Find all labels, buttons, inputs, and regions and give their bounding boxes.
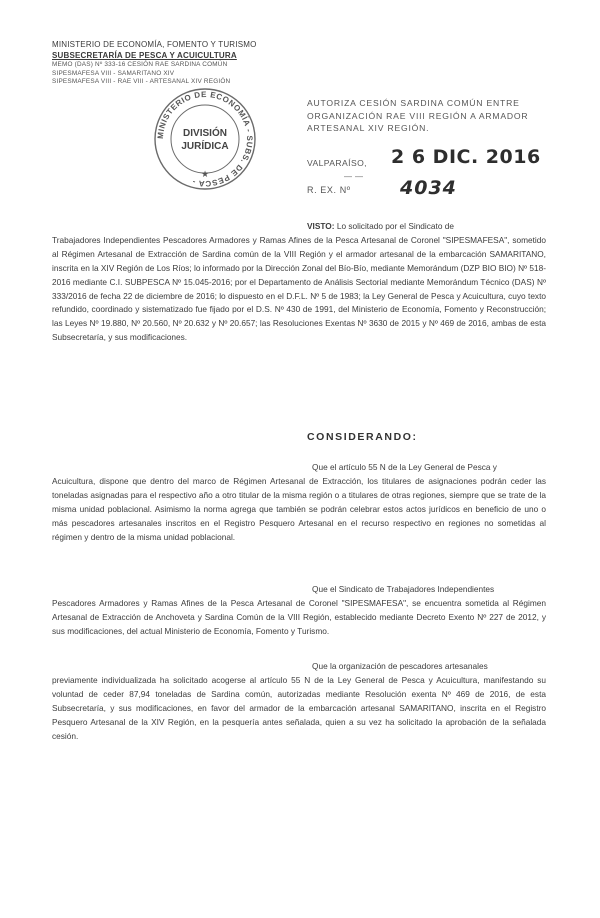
- letterhead: [52, 40, 292, 87]
- place-name: VALPARAÍSO,: [307, 158, 367, 168]
- reference-line-3: SIPESMAFESA VIII - RAE VIII - ARTESANAL XIV REGIÓN: [52, 78, 231, 86]
- resolution-number-label: R. EX. Nº: [307, 185, 351, 195]
- resolution-subject: AUTORIZA CESIÓN SARDINA COMÚN ENTRE ORGANIZACIÓN RAE VIII REGIÓN A ARMADOR ARTESANAL XIV REGIÓN.: [307, 98, 529, 133]
- visto-first-line: Lo solicitado por el Sindicato de: [336, 221, 454, 231]
- paragraph-3-body: previamente individualizada ha solicitado acogerse al artículo 55 N de la Ley General de Pesca y Acuicultura, manifestando su voluntad de ceder 87,94 toneladas de Sardina común, autorizadas mediante Resolución exenta Nº 469 de 2016, de esta Subsecretaría, y sus modificaciones, en favor del armador de la embarcación artesanal SAMARITANO, inscrita en el Registro Pesquero Artesanal de la XIV Región, en la pesquería antes señalada, quien a su vez ha solicitado la aprobación de la señalada cesión.: [52, 674, 546, 741]
- paragraph-2-first-line: Que el Sindicato de Trabajadores Independientes: [312, 584, 495, 594]
- considerando-paragraph-2: [52, 583, 546, 639]
- reference-line-1: MEMO (DAS) Nº 333-16 CESIÓN RAE SARDINA COMÚN: [52, 61, 228, 69]
- reference-line-2: SIPESMAFESA VIII - SAMARITANO XIV: [52, 69, 175, 77]
- place-dash: — —: [344, 172, 364, 181]
- ministry-name: MINISTERIO DE ECONOMÍA, FOMENTO Y TURISMO: [52, 40, 257, 49]
- visto-section: [52, 220, 546, 345]
- considerando-heading: CONSIDERANDO:: [307, 431, 418, 443]
- division-juridica-stamp: [150, 84, 260, 194]
- visto-label: VISTO:: [307, 221, 335, 231]
- undersecretariat-name: SUBSECRETARÍA DE PESCA Y ACUICULTURA: [52, 50, 237, 60]
- paragraph-2-body: Pescadores Armadores y Ramas Afines de la Pesca Artesanal de Coronel "SIPESMAFESA", se encuentra sometida al Régimen Artesanal de Extracción de Anchoveta y Sardina Común de la VIII Región, establecido mediante Decreto Exento Nº 227 de 2012, y sus modificaciones, del actual Ministerio de Economía, Fomento y Turismo.: [52, 597, 546, 636]
- considerando-paragraph-1: [52, 461, 546, 544]
- paragraph-1-first-line: Que el artículo 55 N de la Ley General de Pesca y: [312, 462, 497, 472]
- place-line: [307, 158, 367, 181]
- stamp-center-line-1: DIVISIÓN: [183, 128, 227, 139]
- considerando-paragraph-3: [52, 660, 546, 743]
- star-icon: ★: [200, 169, 210, 179]
- paragraph-3-first-line: Que la organización de pescadores artesanales: [312, 661, 488, 671]
- visto-body: Trabajadores Independientes Pescadores Armadores y Ramas Afines de la Pesca Artesanal de Coronel "SIPESMAFESA", sometido al Régimen Artesanal de Extracción de Sardina común de la VIII Región y el armador artesanal de la embarcación SAMARITANO, inscrita en la XIV Región de Los Ríos; lo informado por la Dirección Zonal del Bío-Bío, mediante Memorándum (DZP BIO BIO) Nº 518-2016 mediante C.I. SUBPESCA Nº 15.045-2016; por el Departamento de Análisis Sectorial mediante Memorándum Técnico (DAS) Nº 333/2016 de fecha 22 de diciembre de 2016; lo dispuesto en el D.F.L. Nº 5 de 1983; la Ley General de Pesca y Acuicultura, cuyo texto refundido, coordinado y sistematizado fue fijado por el D.S. Nº 430 de 1991, del Ministerio de Economía, Fomento y Reconstrucción; las Leyes Nº 19.880, Nº 20.560, Nº 20.632 y Nº 20.657; las Resoluciones Exentas Nº 3630 de 2015 y Nº 469 de 2016, ambas de esta Subsecretaría, y sus modificaciones.: [52, 234, 546, 343]
- stamp-ring-text: MINISTERIO DE ECONOMÍA - SUBS. DE PESCA -: [155, 89, 255, 189]
- stamp-center-line-2: JURÍDICA: [181, 141, 229, 152]
- date-stamp: 2 6 DIC. 2016: [391, 146, 541, 168]
- resolution-number: 4034: [400, 177, 457, 199]
- paragraph-1-body: Acuicultura, dispone que dentro del marco de Régimen Artesanal de Extracción, los titulares de asignaciones podrán ceder las toneladas asignadas para el respectivo año a otro titular de la misma región o a titulares de otras regiones, siempre que se trate de la misma unidad poblacional. Asimismo la norma agrega que también se podrán celebrar estos actos jurídicos en beneficio de uno o más pescadores artesanales inscritos en el Registro Pesquero Artesanal en el recurso respectivo en regiones no sometidas al régimen y dentro de la misma unidad poblacional.: [52, 475, 546, 542]
